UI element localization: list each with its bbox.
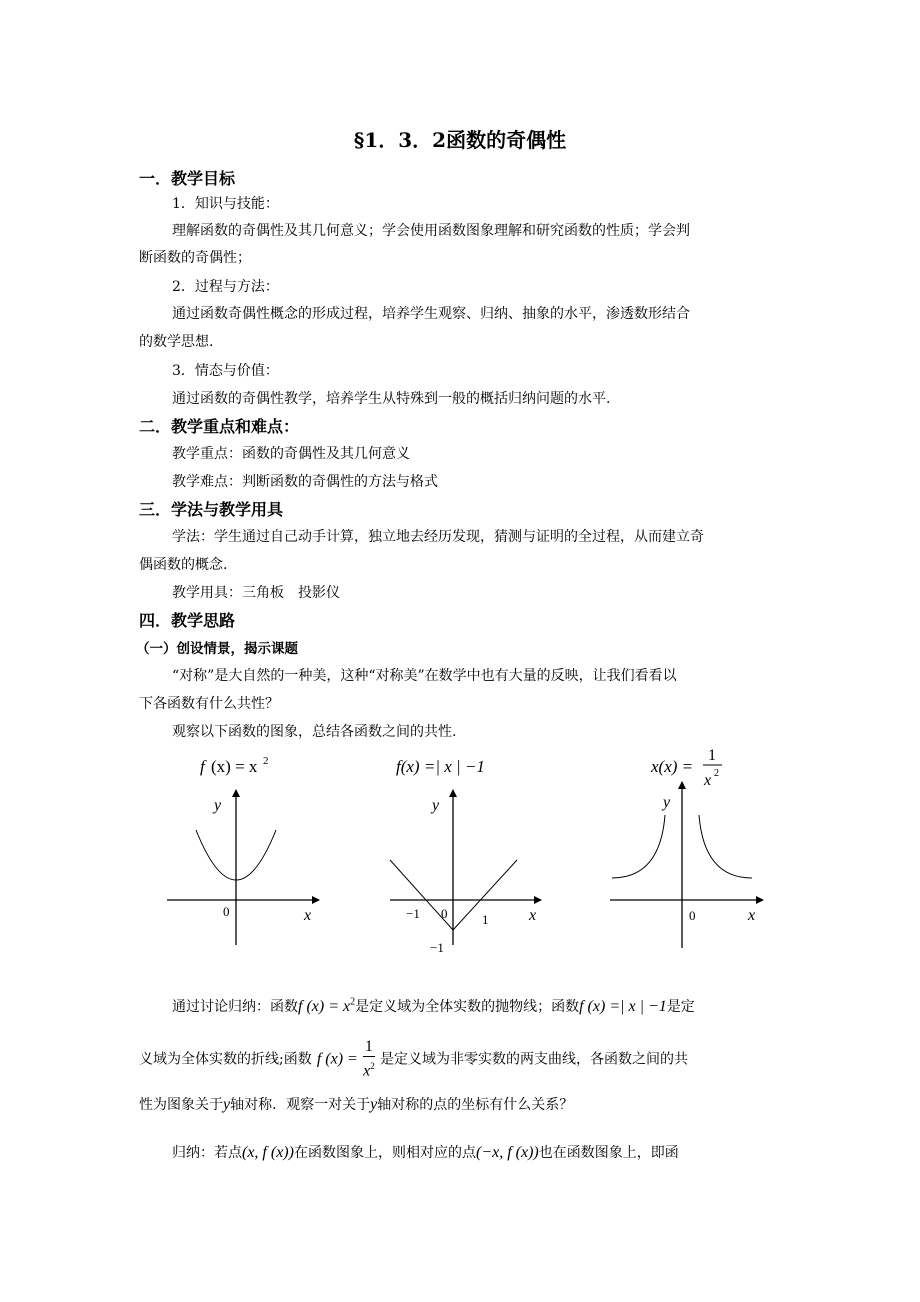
text-line: 理解函数的奇偶性及其几何意义；学会使用函数图象理解和研究函数的性质；学会判 xyxy=(172,223,690,239)
graph1-x-label: x xyxy=(304,907,312,924)
graph2-pos1-x: 1 xyxy=(482,912,489,927)
graph-parabola xyxy=(167,755,319,945)
graph2-origin: 0 xyxy=(441,906,448,921)
graph1-y-label: y xyxy=(214,797,222,814)
discussion-line-1: 通过讨论归纳：函数f $(x) = x^2$是定义域为全体实数的抛物线；函数f (x) =| x | −1是定 xyxy=(172,996,695,1015)
subsection-heading: （一）创设情景，揭示课题 xyxy=(136,641,298,657)
graph2-label: f(x) =| x | −1 xyxy=(396,757,485,776)
text-line: 断函数的奇偶性； xyxy=(139,250,251,266)
function-graphs-figure xyxy=(0,740,920,970)
text-line: 学法：学生通过自己动手计算，独立地去经历发现，猜测与证明的全过程，从而建立奇 xyxy=(172,529,704,545)
induction-line: 归纳：若点(x, f (x))在函数图象上，则相对应的点(−x, f (x))也在函数图象上，即函 xyxy=(172,1144,679,1161)
graph1-label-rest: (x) = x xyxy=(211,757,258,776)
graph3-x-label: x xyxy=(748,907,756,924)
graph3-y-label: y xyxy=(663,794,671,811)
text-line: 通过函数的奇偶性教学，培养学生从特殊到一般的概括归纳问题的水平. xyxy=(172,391,611,407)
graph3-left-branch xyxy=(612,815,665,878)
graph3-origin: 0 xyxy=(689,908,696,923)
page-title: §1．3．2函数的奇偶性 xyxy=(353,128,567,152)
discussion-line-2: 义域为全体实数的折线;函数 f (x) = $\frac{1}{x^2}$ 是定义域为非零实数的两支曲线，各函数之间的共 xyxy=(139,1038,688,1080)
text-line: 教学重点：函数的奇偶性及其几何意义 xyxy=(172,446,410,462)
text-line: 通过函数奇偶性概念的形成过程，培养学生观察、归纳、抽象的水平，渗透数形结合 xyxy=(172,306,690,322)
section-4-heading: 四．教学思路 xyxy=(139,611,236,630)
graph3-den: x xyxy=(704,772,712,789)
graph1-origin: 0 xyxy=(223,904,230,919)
graph3-label: x(x) = xyxy=(651,757,694,776)
graph-reciprocal-square xyxy=(610,747,763,948)
item-1-3: 3．情态与价值： xyxy=(172,363,279,379)
graph1-label-sup: 2 xyxy=(263,755,269,767)
section-1-heading: 一．教学目标 xyxy=(139,169,236,188)
section-3-heading: 三．学法与教学用具 xyxy=(139,500,284,519)
section-2-heading: 二．教学重点和难点： xyxy=(139,417,300,436)
item-1-1: 1．知识与技能： xyxy=(172,196,279,212)
graph3-right-branch xyxy=(699,815,752,878)
graph-abs xyxy=(390,757,541,955)
item-1-2: 2．过程与方法： xyxy=(172,279,279,295)
text-line: “对称”是大自然的一种美，这种“对称美”在数学中也有大量的反映，让我们看看以 xyxy=(172,668,677,684)
discussion-line-3: 性为图象关于y轴对称．观察一对关于y轴对称的点的坐标有什么关系？ xyxy=(139,1096,574,1113)
text-line: 的数学思想. xyxy=(139,334,214,350)
graph2-neg1-y: −1 xyxy=(430,940,444,955)
text-line: 教学用具：三角板 投影仪 xyxy=(172,585,340,601)
graph3-sup: 2 xyxy=(714,768,719,779)
graph2-neg1-x: −1 xyxy=(406,906,420,921)
graph2-x-label: x xyxy=(529,907,537,924)
text-line: 偶函数的概念. xyxy=(139,557,228,573)
graph1-label-f: f xyxy=(200,757,205,776)
graph2-y-label: y xyxy=(432,797,440,814)
graph3-num: 1 xyxy=(708,747,716,764)
text-line: 教学难点：判断函数的奇偶性的方法与格式 xyxy=(172,474,438,490)
text-line: 观察以下函数的图象，总结各函数之间的共性. xyxy=(172,724,457,740)
text-line: 下各函数有什么共性？ xyxy=(139,696,279,712)
fraction: $\frac{1}{x^2}$ xyxy=(363,1038,375,1080)
